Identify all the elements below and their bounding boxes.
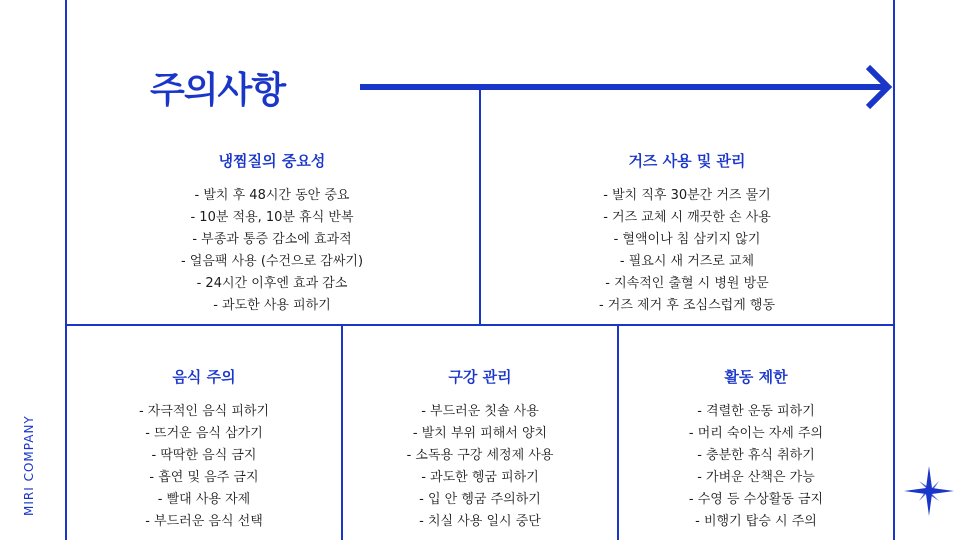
list-item: - 과도한 헹굼 피하기	[421, 470, 539, 485]
list-item: - 비행기 탑승 시 주의	[695, 514, 817, 529]
list-item: - 소독용 구강 세정제 사용	[406, 448, 554, 463]
list-item: - 혈액이나 침 삼키지 않기	[613, 232, 761, 247]
list-item: - 격렬한 운동 피하기	[697, 404, 815, 419]
divider-horizontal	[65, 324, 895, 326]
list-item: - 부종과 통증 감소에 효과적	[192, 232, 352, 247]
list-item: - 발치 후 48시간 동안 중요	[194, 188, 350, 203]
list-item: - 지속적인 출혈 시 병원 방문	[605, 276, 769, 291]
list-item: - 발치 부위 피해서 양치	[412, 426, 548, 441]
list-item: - 치실 사용 일시 중단	[419, 514, 541, 529]
arrow-right-icon	[360, 64, 896, 110]
list-item: - 10분 적용, 10분 휴식 반복	[190, 210, 354, 225]
section-heading: 활동 제한	[724, 368, 788, 386]
section-heading: 냉찜질의 중요성	[218, 152, 326, 170]
list-item: - 과도한 사용 피하기	[213, 298, 331, 313]
page-title: 주의사항	[150, 70, 286, 111]
list-item: - 뜨거운 음식 삼가기	[145, 426, 263, 441]
section-activity	[619, 366, 893, 533]
list-item: - 머리 숙이는 자세 주의	[688, 426, 824, 441]
list-item: - 발치 직후 30분간 거즈 물기	[603, 188, 771, 203]
section-cold-compress	[65, 150, 479, 317]
list-item: - 부드러운 칫솔 사용	[421, 404, 539, 419]
list-item: - 거즈 제거 후 조심스럽게 행동	[598, 298, 776, 313]
list-item: - 빨대 사용 자제	[157, 492, 251, 507]
list-item: - 딱딱한 음식 금지	[151, 448, 257, 463]
list-item: - 입 안 헹굼 주의하기	[419, 492, 541, 507]
sparkle-icon	[904, 466, 954, 516]
list-item: - 가벼운 산책은 가능	[697, 470, 815, 485]
section-oral-care	[343, 366, 617, 533]
list-item: - 부드러운 음식 선택	[145, 514, 263, 529]
section-food	[67, 366, 341, 533]
section-gauze	[481, 150, 893, 317]
section-heading: 음식 주의	[172, 368, 236, 386]
list-item: - 흡연 및 음주 금지	[149, 470, 259, 485]
list-item: - 24시간 이후엔 효과 감소	[196, 276, 348, 291]
list-item: - 거즈 교체 시 깨끗한 손 사용	[603, 210, 771, 225]
list-item: - 얼음팩 사용 (수건으로 감싸기)	[180, 254, 364, 269]
section-heading: 구강 관리	[448, 368, 512, 386]
section-heading: 거즈 사용 및 관리	[628, 152, 746, 170]
list-item: - 수영 등 수상활동 금지	[688, 492, 824, 507]
list-item: - 필요시 새 거즈로 교체	[619, 254, 755, 269]
list-item: - 자극적인 음식 피하기	[138, 404, 270, 419]
list-item: - 충분한 휴식 취하기	[697, 448, 815, 463]
brand-label: MIRI COMPANY	[22, 415, 36, 516]
